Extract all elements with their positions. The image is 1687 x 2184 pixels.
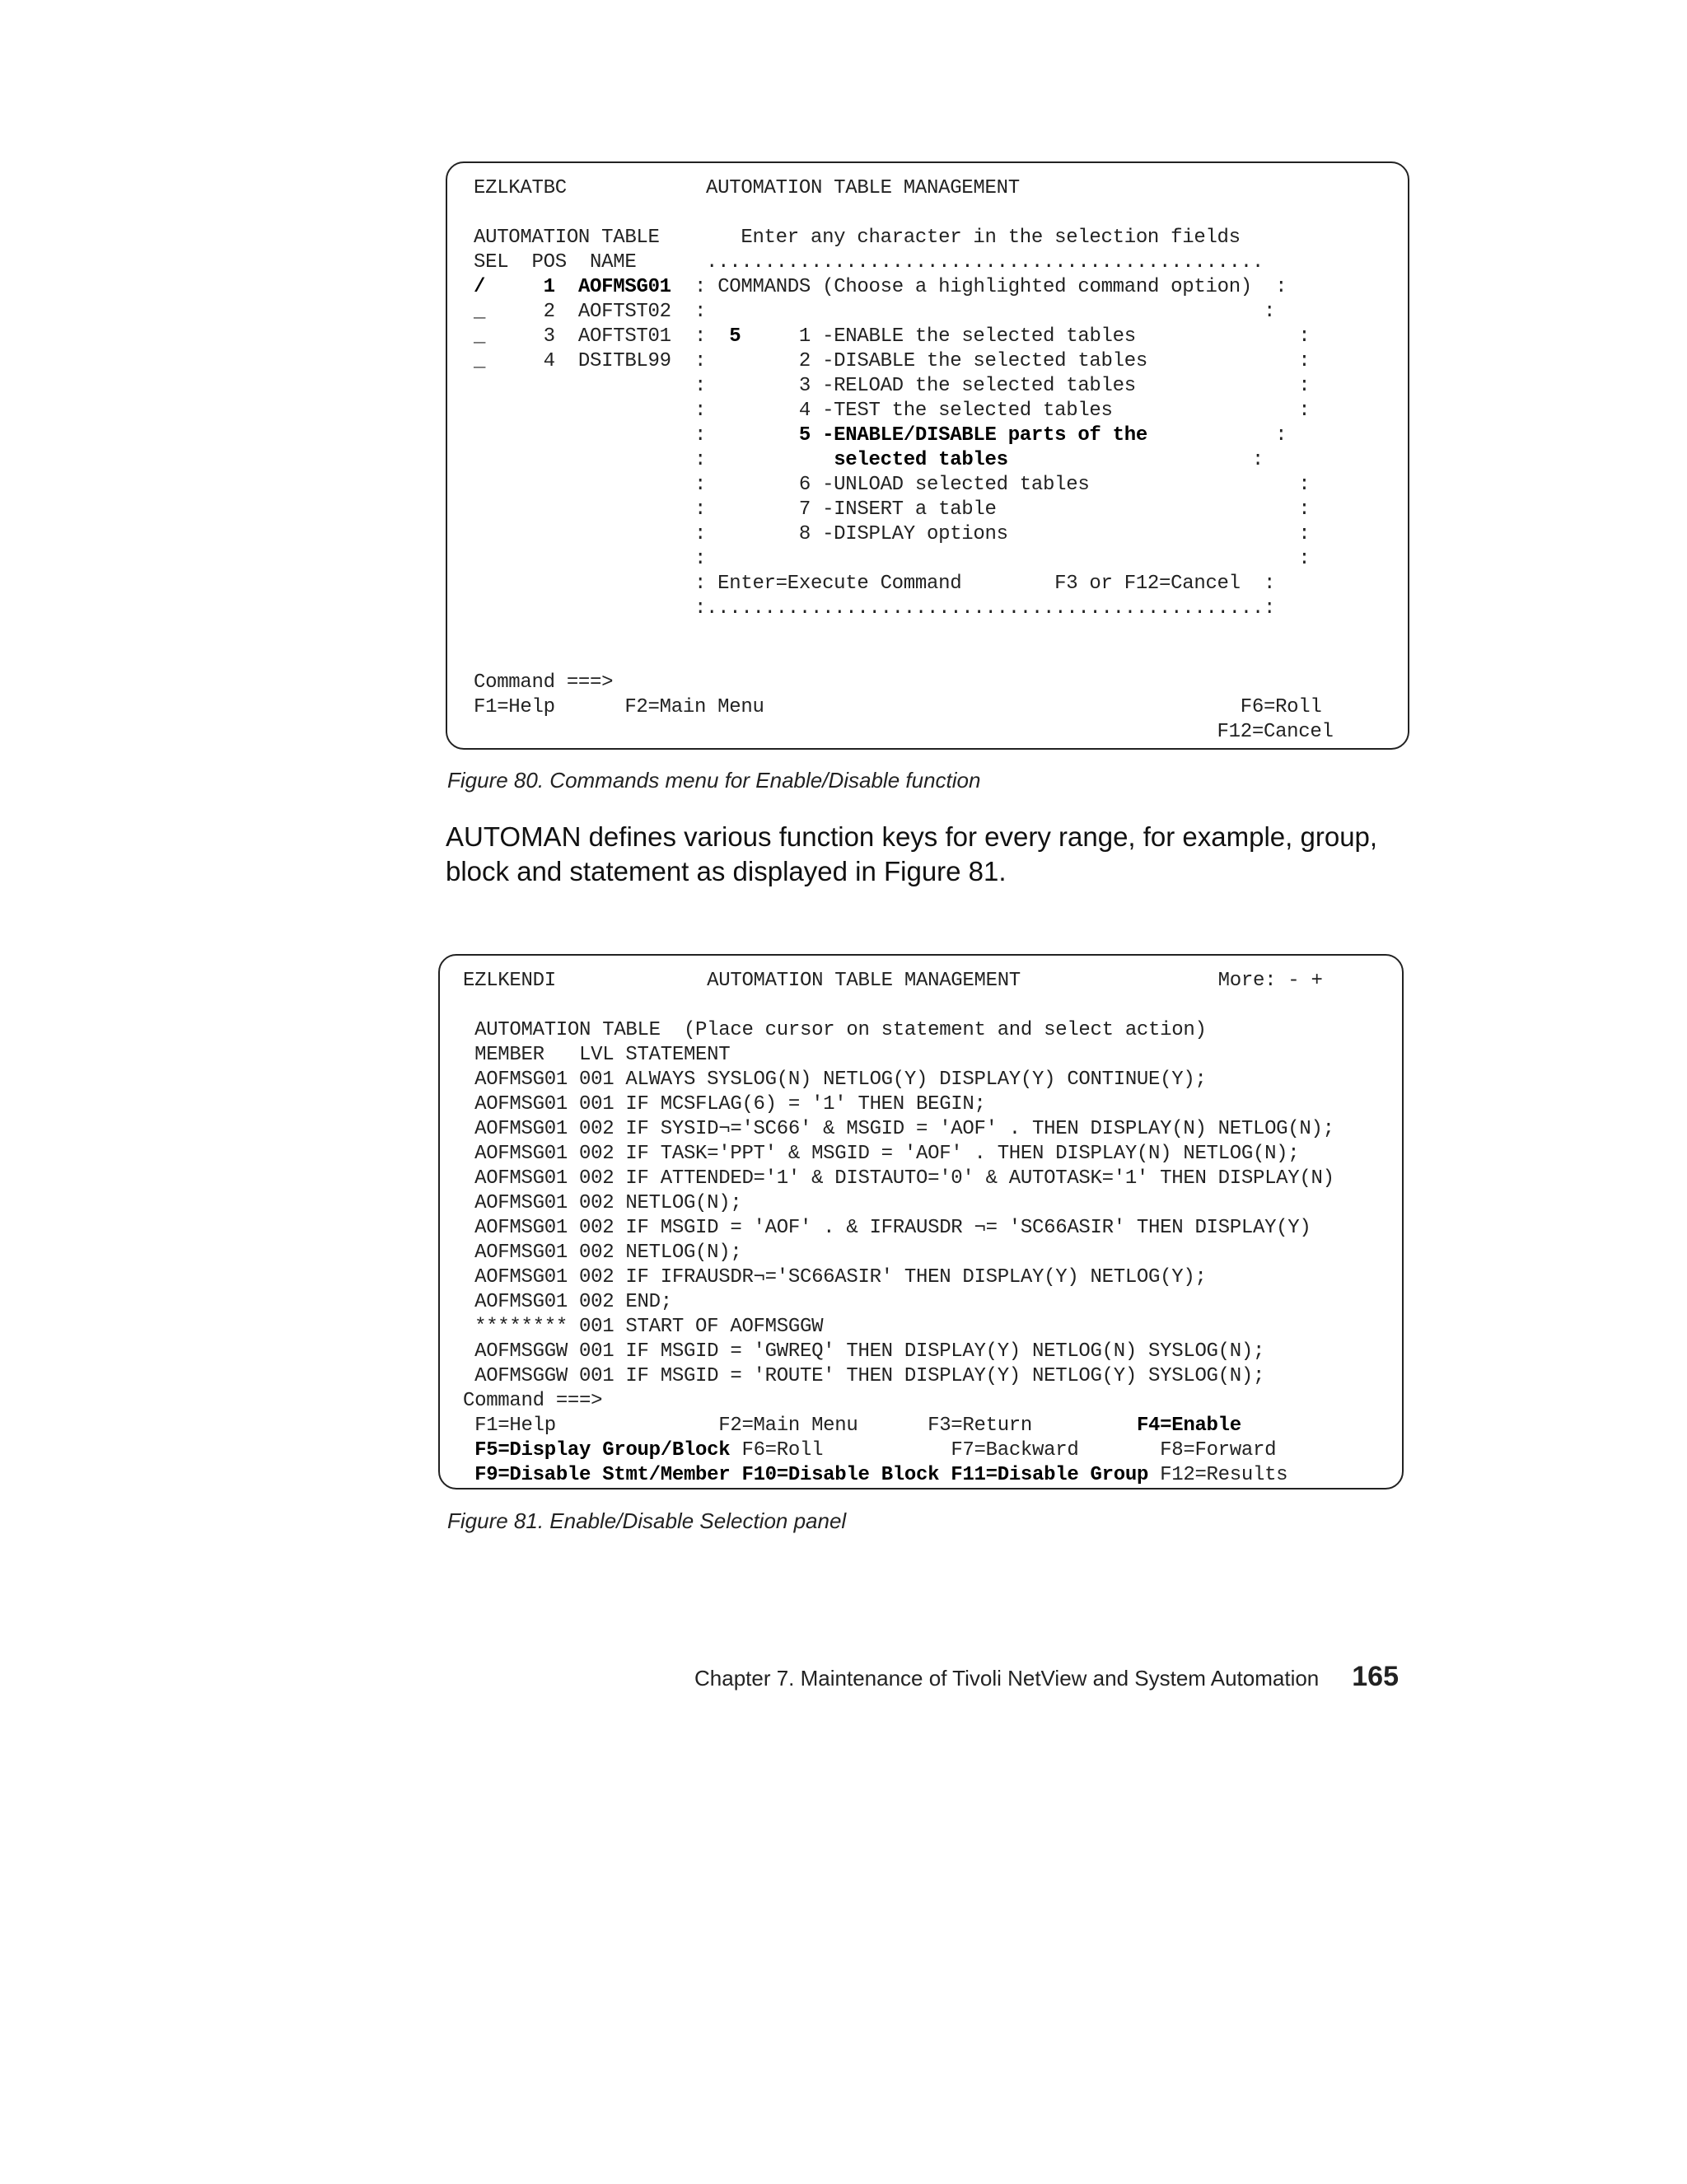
screen-line [474,250,1334,275]
screen-line [463,1018,1334,1043]
screen-text [463,1464,474,1486]
screen-text: : 8 -DISPLAY options : [474,523,1311,545]
screen-line [463,1414,1334,1438]
screen-line [474,176,1334,201]
screen-text: Command ===> [474,671,614,694]
screen-line [474,448,1334,473]
screen-line [474,498,1334,522]
screen-text: AOFMSG01 002 NETLOG(N); [463,1242,742,1264]
screen-text: EZLKENDI AUTOMATION TABLE MANAGEMENT More: - + [463,970,1323,992]
screen-text: MEMBER LVL STATEMENT [463,1044,731,1066]
page-number: 165 [1352,1661,1399,1692]
screen-text: F6=Roll F7=Backward F8=Forward [730,1439,1277,1461]
screen-line [474,349,1334,374]
screen-text: AOFMSG01 002 END; [463,1291,672,1313]
screen-line [463,1315,1334,1340]
screen-line [463,994,1334,1018]
screen-text: Command ===> [463,1390,603,1412]
screen-line [463,1092,1334,1117]
screen-line [474,325,1334,349]
screen-line [474,374,1334,399]
screen-line [474,572,1334,596]
screen-line [474,201,1334,226]
screen-line [463,1290,1334,1315]
screen-text [463,1439,474,1461]
screen-line [474,671,1334,695]
screen-text: _ 4 DSITBL99 : 2 -DISABLE the selected tables : [474,350,1311,372]
screen-line [463,1438,1334,1463]
screen-text: AOFMSG01 002 NETLOG(N); [463,1192,742,1214]
screen-text: 1 -ENABLE the selected tables : [741,325,1311,348]
screen-text: AOFMSG01 002 IF MSGID = 'AOF' . & IFRAUSDR ¬= 'SC66ASIR' THEN DISPLAY(Y) [463,1217,1311,1239]
screen-text: : [474,424,799,447]
screen-text: : [1147,424,1287,447]
screen-line [463,1364,1334,1389]
screen-text: F1=Help F2=Main Menu F6=Roll [474,696,1322,718]
highlighted-text: F9=Disable Stmt/Member F10=Disable Block F11=Disable Group [474,1464,1149,1486]
highlighted-text: 5 -ENABLE/DISABLE parts of the [798,424,1147,447]
screen-text: : 7 -INSERT a table : [474,498,1311,521]
screen-line [463,1117,1334,1142]
screen-line [474,226,1334,250]
highlighted-text: 1 [543,276,555,298]
screen-text: : 3 -RELOAD the selected tables : [474,375,1311,397]
screen-line [474,275,1334,300]
screen-line [463,1241,1334,1265]
screen-line [474,720,1334,745]
screen-line [474,473,1334,498]
screen-text: F12=Results [1148,1464,1288,1486]
page-footer [694,1661,1399,1693]
screen-text: : : [474,548,1311,570]
screen-text: : 6 -UNLOAD selected tables : [474,474,1311,496]
screen-text: : Enter=Execute Command F3 or F12=Cancel : [474,573,1276,595]
body-paragraph: AUTOMAN defines various function keys for every range, for example, group, block and statement as displayed in Figure 81. [446,821,1378,886]
screen-text: AOFMSG01 001 IF MCSFLAG(6) = '1' THEN BEGIN; [463,1093,986,1115]
screen-text: : [474,449,834,471]
screen-line [463,1068,1334,1092]
screen-line [474,646,1334,671]
screen-text: AOFMSG01 002 IF ATTENDED='1' & DISTAUTO='0' & AUTOTASK='1' THEN DISPLAY(N) [463,1167,1334,1190]
highlighted-text: F4=Enable [1136,1415,1241,1437]
screen-text: : COMMANDS (Choose a highlighted command option) : [671,276,1287,298]
highlighted-text: selected tables [834,449,1008,471]
screen-line [463,1389,1334,1414]
screen-line [463,1191,1334,1216]
screen-text: AOFMSGGW 001 IF MSGID = 'GWREQ' THEN DISPLAY(Y) NETLOG(N) SYSLOG(N); [463,1340,1265,1363]
screen-text: : 4 -TEST the selected tables : [474,400,1311,422]
screen-text: AOFMSG01 002 IF SYSID¬='SC66' & MSGID = 'AOF' . THEN DISPLAY(N) NETLOG(N); [463,1118,1334,1140]
screen-line [463,1265,1334,1290]
highlighted-text: 5 [729,325,741,348]
screen-text: EZLKATBC AUTOMATION TABLE MANAGEMENT [474,177,1020,199]
screen-text: AOFMSG01 002 IF IFRAUSDR¬='SC66ASIR' THEN DISPLAY(Y) NETLOG(Y); [463,1266,1207,1288]
screen-line [474,596,1334,621]
screen-line [463,1167,1334,1191]
screen-text: F12=Cancel [474,721,1334,743]
screen-text: :................................................: [474,597,1276,620]
screen-text: AUTOMATION TABLE Enter any character in the selection fields [474,227,1241,249]
screen-text: _ 3 AOFTST01 : [474,325,730,348]
screen-line [463,1340,1334,1364]
screen-line [474,300,1334,325]
screen-line [474,423,1334,448]
screen-line [463,1142,1334,1167]
screen-text [485,276,544,298]
screen-line [463,1463,1334,1488]
screen-text: AOFMSGGW 001 IF MSGID = 'ROUTE' THEN DISPLAY(Y) NETLOG(Y) SYSLOG(N); [463,1365,1265,1387]
screen-text: AOFMSG01 001 ALWAYS SYSLOG(N) NETLOG(Y) DISPLAY(Y) CONTINUE(Y); [463,1069,1207,1091]
screen-line [474,621,1334,646]
screen-line [463,1216,1334,1241]
screen-line [474,399,1334,423]
chapter-title: Chapter 7. Maintenance of Tivoli NetView and System Automation [694,1666,1320,1691]
screen-text: SEL POS NAME ................................................ [474,251,1264,274]
figure-80-caption: Figure 80. Commands menu for Enable/Disable function [447,768,981,793]
screen-text: AOFMSG01 002 IF TASK='PPT' & MSGID = 'AOF' . THEN DISPLAY(N) NETLOG(N); [463,1143,1300,1165]
screen-line [474,547,1334,572]
screen-line [474,695,1334,720]
screen-line [463,1043,1334,1068]
screen-text: F1=Help F2=Main Menu F3=Return [463,1415,1137,1437]
figure-80-screen [474,176,1334,745]
highlighted-text: F5=Display Group/Block [474,1439,731,1461]
screen-line [463,969,1334,994]
figure-81-screen [463,969,1334,1488]
figure-81-caption: Figure 81. Enable/Disable Selection panel [447,1508,847,1533]
screen-text [555,276,578,298]
screen-line [474,522,1334,547]
highlighted-text: / [474,276,486,298]
screen-text: : [1007,449,1264,471]
screen-text: AUTOMATION TABLE (Place cursor on statement and select action) [463,1019,1207,1041]
screen-text: _ 2 AOFTST02 : : [474,301,1276,323]
screen-text: ******** 001 START OF AOFMSGGW [463,1316,824,1338]
highlighted-text: AOFMSG01 [577,276,671,298]
